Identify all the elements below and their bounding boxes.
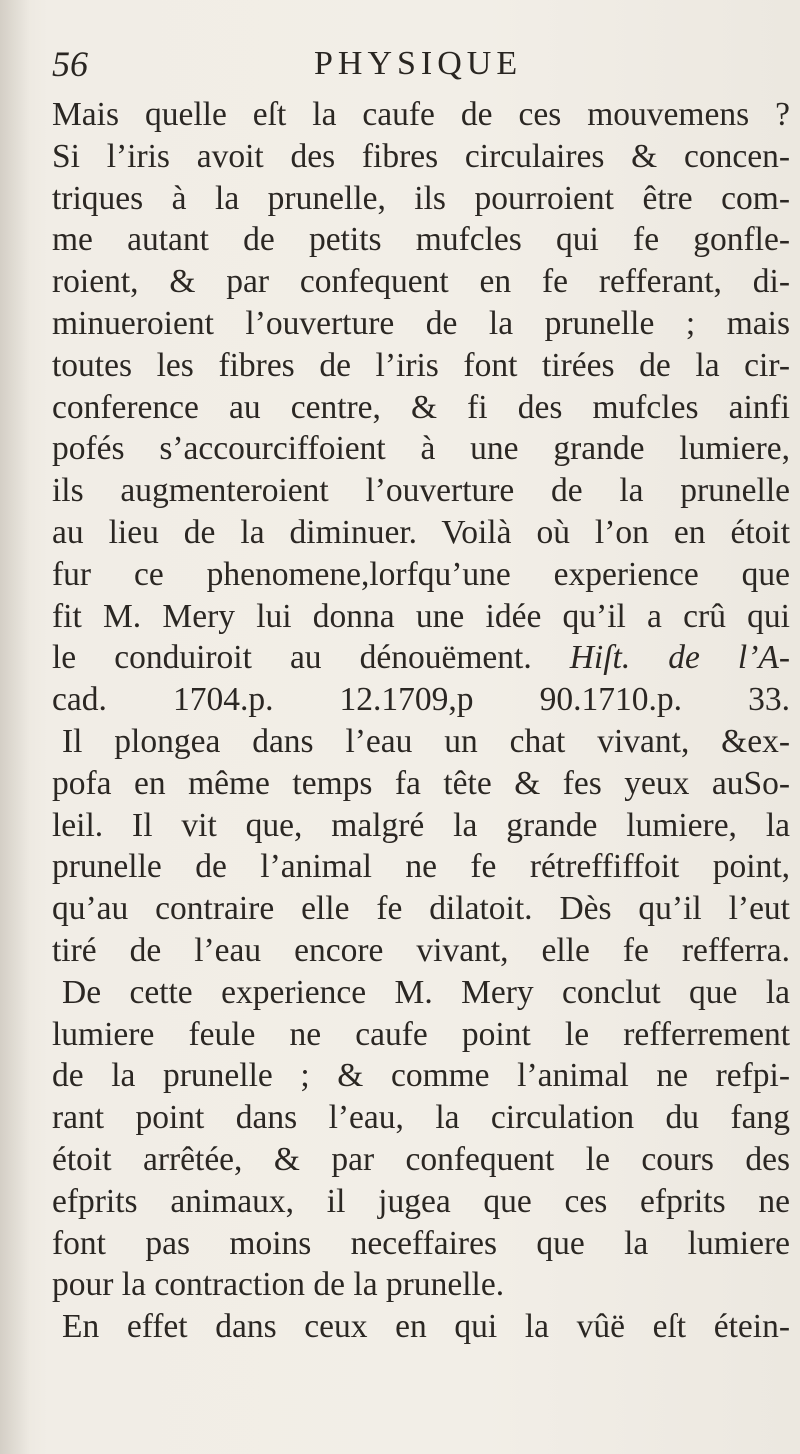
text-line: Si l’iris avoit des fibres circulaires & concen- [52, 137, 790, 175]
text-line: triques à la prunelle, ils pourroient être com- [52, 179, 790, 217]
text-line: rant point dans l’eau, la circulation du fang [52, 1099, 790, 1137]
running-head: PHYSIQUE [314, 45, 523, 82]
citation-italic: Hiſt. de l’A- [569, 639, 790, 677]
text-line: lumiere feule ne caufe point le refferrement [52, 1015, 790, 1053]
paragraph-start-line: En effet dans ceux en qui la vûë eſt étein- [62, 1308, 790, 1346]
paragraph-end-line: pour la contraction de la prunelle. [52, 1266, 505, 1304]
text-line: au lieu de la diminuer. Voilà où l’on en étoit [52, 513, 790, 551]
text-line: fit M. Mery lui donna une idée qu’il a crû qui [52, 597, 790, 635]
text-line: leil. Il vit que, malgré la grande lumiere, la [52, 806, 790, 844]
page-number: 56 [52, 44, 88, 84]
text-line: roient, & par confequent en fe refferant, di- [52, 263, 790, 301]
text-line-with-citation [52, 637, 790, 679]
page-gutter-shadow [0, 0, 30, 1454]
text-line: pofa en même temps fa tête & fes yeux auSo- [52, 764, 790, 802]
paragraph-start-line: Il plongea dans l’eau un chat vivant, &ex- [62, 722, 790, 760]
text-line: prunelle de l’animal ne fe rétreffiffoit point, [52, 848, 790, 886]
text-line: tiré de l’eau encore vivant, elle fe refferra. [52, 931, 790, 969]
body-text [52, 94, 790, 1348]
text-line: qu’au contraire elle fe dilatoit. Dès qu’il l’eut [52, 890, 790, 928]
page-header [52, 44, 760, 84]
text-line-start: le conduiroit au dénouëment. [52, 639, 570, 677]
text-line: font pas moins neceffaires que la lumiere [52, 1224, 790, 1262]
text-line: efprits animaux, il jugea que ces efprits ne [52, 1182, 790, 1220]
text-line: conference au centre, & fi des mufcles ainfi [52, 388, 790, 426]
text-line: ils augmenteroient l’ouverture de la prunelle [52, 472, 790, 510]
text-line: minueroient l’ouverture de la prunelle ; mais [52, 304, 790, 342]
text-line: de la prunelle ; & comme l’animal ne refpi- [52, 1057, 790, 1095]
citation-line: cad. 1704.p. 12.1709,p 90.1710.p. 33. [52, 681, 790, 719]
text-line: étoit arrêtée, & par confequent le cours des [52, 1140, 790, 1178]
text-line: pofés s’accourciffoient à une grande lumiere, [52, 430, 790, 468]
paragraph-start-line: De cette experience M. Mery conclut que la [62, 973, 790, 1011]
text-line: toutes les fibres de l’iris font tirées de la cir- [52, 346, 790, 384]
text-line: me autant de petits mufcles qui fe gonfle- [52, 221, 790, 259]
text-line: Mais quelle eſt la caufe de ces mouvemens ? [52, 96, 790, 133]
text-line: fur ce phenomene,lorfqu’une experience que [52, 555, 790, 593]
